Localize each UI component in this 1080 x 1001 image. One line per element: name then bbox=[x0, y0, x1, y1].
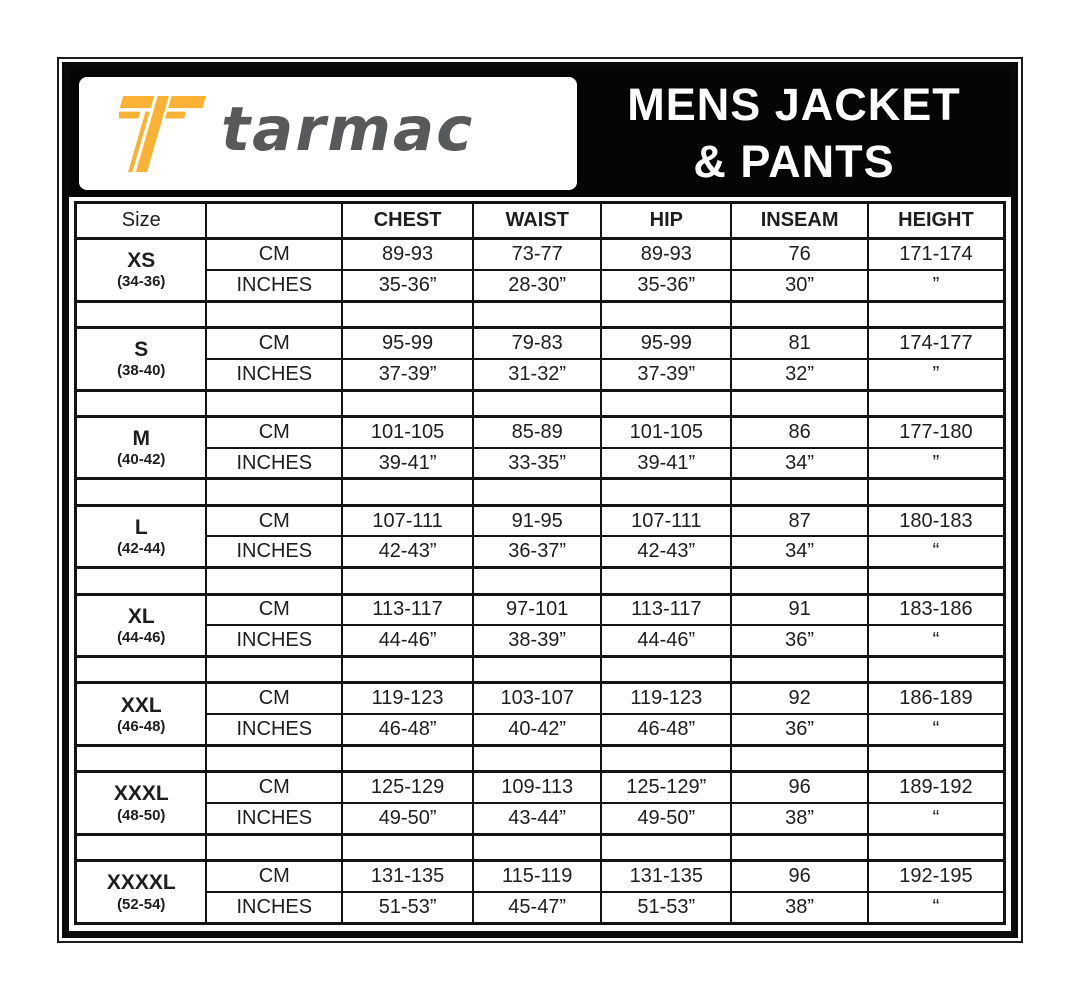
value-cell: 76 bbox=[731, 239, 868, 270]
value-cell: 171-174 bbox=[868, 239, 1005, 270]
spacer-row bbox=[76, 301, 1005, 327]
header bbox=[69, 69, 1011, 197]
spacer-cell bbox=[473, 390, 601, 416]
column-header-unit bbox=[206, 203, 342, 239]
spacer-row bbox=[76, 746, 1005, 772]
spacer-cell bbox=[601, 479, 731, 505]
size-label: XXXXL bbox=[106, 871, 176, 895]
spacer-cell bbox=[731, 834, 868, 860]
unit-cell-inches: INCHES bbox=[206, 270, 342, 301]
brand-wordmark: tarmac bbox=[221, 94, 475, 165]
value-cell: 35-36” bbox=[601, 270, 731, 301]
spacer-cell bbox=[601, 657, 731, 683]
value-cell: 32” bbox=[731, 359, 868, 390]
unit-cell-cm: CM bbox=[206, 327, 342, 358]
column-header-size: Size bbox=[76, 203, 207, 239]
value-cell: 89-93 bbox=[342, 239, 473, 270]
cm-row bbox=[76, 861, 1005, 892]
spacer-cell bbox=[731, 390, 868, 416]
value-cell: 43-44” bbox=[473, 803, 601, 834]
spacer-cell bbox=[206, 390, 342, 416]
spacer-cell bbox=[473, 746, 601, 772]
outer-frame bbox=[57, 57, 1023, 943]
value-cell: 186-189 bbox=[868, 683, 1005, 714]
spacer-cell bbox=[206, 479, 342, 505]
value-cell: 91-95 bbox=[473, 505, 601, 536]
value-cell: 30” bbox=[731, 270, 868, 301]
spacer-cell bbox=[601, 301, 731, 327]
value-cell: 174-177 bbox=[868, 327, 1005, 358]
size-range: (44-46) bbox=[117, 628, 166, 646]
inches-row bbox=[76, 536, 1005, 567]
spacer-cell bbox=[206, 746, 342, 772]
value-cell: ” bbox=[868, 359, 1005, 390]
value-cell: 79-83 bbox=[473, 327, 601, 358]
value-cell: 107-111 bbox=[601, 505, 731, 536]
inches-row bbox=[76, 448, 1005, 479]
column-header-waist: WAIST bbox=[473, 203, 601, 239]
spacer-cell bbox=[342, 301, 473, 327]
value-cell: 49-50” bbox=[601, 803, 731, 834]
size-label: S bbox=[134, 338, 149, 361]
value-cell: 119-123 bbox=[601, 683, 731, 714]
value-cell: “ bbox=[868, 536, 1005, 567]
unit-cell-inches: INCHES bbox=[206, 448, 342, 479]
inner-frame bbox=[62, 62, 1018, 938]
value-cell: 92 bbox=[731, 683, 868, 714]
value-cell: 91 bbox=[731, 594, 868, 625]
spacer-cell bbox=[342, 657, 473, 683]
value-cell: ” bbox=[868, 448, 1005, 479]
value-cell: “ bbox=[868, 803, 1005, 834]
value-cell: 131-135 bbox=[601, 861, 731, 892]
cm-row bbox=[76, 683, 1005, 714]
spacer-cell bbox=[601, 746, 731, 772]
value-cell: 51-53” bbox=[342, 892, 473, 923]
value-cell: 31-32” bbox=[473, 359, 601, 390]
unit-cell-inches: INCHES bbox=[206, 359, 342, 390]
value-cell: 87 bbox=[731, 505, 868, 536]
spacer-cell bbox=[868, 657, 1005, 683]
unit-cell-cm: CM bbox=[206, 416, 342, 447]
chart-title-line2: & PANTS bbox=[693, 136, 895, 187]
spacer-cell bbox=[76, 657, 207, 683]
value-cell: 103-107 bbox=[473, 683, 601, 714]
value-cell: 45-47” bbox=[473, 892, 601, 923]
spacer-cell bbox=[868, 301, 1005, 327]
size-cell bbox=[76, 239, 207, 302]
spacer-cell bbox=[473, 568, 601, 594]
spacer-cell bbox=[76, 568, 207, 594]
value-cell: 85-89 bbox=[473, 416, 601, 447]
value-cell: 96 bbox=[731, 861, 868, 892]
unit-cell-inches: INCHES bbox=[206, 714, 342, 745]
unit-cell-cm: CM bbox=[206, 505, 342, 536]
size-range: (38-40) bbox=[117, 362, 166, 380]
size-range: (52-54) bbox=[117, 895, 166, 913]
spacer-cell bbox=[868, 479, 1005, 505]
value-cell: “ bbox=[868, 714, 1005, 745]
spacer-cell bbox=[601, 568, 731, 594]
size-table bbox=[74, 201, 1006, 925]
value-cell: 38-39” bbox=[473, 625, 601, 656]
value-cell: 81 bbox=[731, 327, 868, 358]
value-cell: 101-105 bbox=[342, 416, 473, 447]
value-cell: 33-35” bbox=[473, 448, 601, 479]
spacer-cell bbox=[868, 746, 1005, 772]
tarmac-t-icon bbox=[119, 92, 207, 176]
cm-row bbox=[76, 416, 1005, 447]
value-cell: 125-129” bbox=[601, 772, 731, 803]
brand-logo bbox=[79, 77, 577, 190]
value-cell: 46-48” bbox=[342, 714, 473, 745]
value-cell: “ bbox=[868, 625, 1005, 656]
size-range: (46-48) bbox=[117, 717, 166, 735]
value-cell: 180-183 bbox=[868, 505, 1005, 536]
unit-cell-inches: INCHES bbox=[206, 536, 342, 567]
chart-title bbox=[577, 69, 1011, 197]
column-header-hip: HIP bbox=[601, 203, 731, 239]
unit-cell-cm: CM bbox=[206, 772, 342, 803]
spacer-row bbox=[76, 479, 1005, 505]
cm-row bbox=[76, 772, 1005, 803]
inches-row bbox=[76, 803, 1005, 834]
value-cell: 131-135 bbox=[342, 861, 473, 892]
value-cell: 95-99 bbox=[342, 327, 473, 358]
cm-row bbox=[76, 239, 1005, 270]
size-range: (42-44) bbox=[117, 539, 166, 557]
value-cell: 192-195 bbox=[868, 861, 1005, 892]
spacer-cell bbox=[473, 479, 601, 505]
spacer-cell bbox=[868, 834, 1005, 860]
spacer-cell bbox=[731, 301, 868, 327]
value-cell: 42-43” bbox=[601, 536, 731, 567]
spacer-row bbox=[76, 657, 1005, 683]
value-cell: “ bbox=[868, 892, 1005, 923]
size-cell bbox=[76, 416, 207, 479]
unit-cell-inches: INCHES bbox=[206, 625, 342, 656]
value-cell: 119-123 bbox=[342, 683, 473, 714]
spacer-cell bbox=[601, 390, 731, 416]
unit-cell-cm: CM bbox=[206, 683, 342, 714]
spacer-cell bbox=[206, 657, 342, 683]
value-cell: 36” bbox=[731, 625, 868, 656]
size-cell bbox=[76, 683, 207, 746]
size-label: XL bbox=[127, 604, 155, 628]
value-cell: 39-41” bbox=[342, 448, 473, 479]
size-cell bbox=[76, 594, 207, 657]
value-cell: 38” bbox=[731, 892, 868, 923]
value-cell: 101-105 bbox=[601, 416, 731, 447]
size-cell bbox=[76, 327, 207, 390]
spacer-row bbox=[76, 390, 1005, 416]
spacer-cell bbox=[731, 657, 868, 683]
cm-row bbox=[76, 594, 1005, 625]
value-cell: 39-41” bbox=[601, 448, 731, 479]
value-cell: 97-101 bbox=[473, 594, 601, 625]
value-cell: 109-113 bbox=[473, 772, 601, 803]
size-range: (48-50) bbox=[117, 806, 166, 824]
value-cell: 37-39” bbox=[601, 359, 731, 390]
column-header-height: HEIGHT bbox=[868, 203, 1005, 239]
chart-title-line1: MENS JACKET bbox=[627, 78, 961, 130]
value-cell: 189-192 bbox=[868, 772, 1005, 803]
value-cell: 38” bbox=[731, 803, 868, 834]
size-label: XS bbox=[127, 249, 156, 273]
value-cell: 49-50” bbox=[342, 803, 473, 834]
spacer-cell bbox=[206, 568, 342, 594]
spacer-cell bbox=[206, 301, 342, 327]
value-cell: 44-46” bbox=[601, 625, 731, 656]
size-range: (34-36) bbox=[117, 273, 166, 291]
spacer-cell bbox=[76, 746, 207, 772]
value-cell: 42-43” bbox=[342, 536, 473, 567]
value-cell: 95-99 bbox=[601, 327, 731, 358]
size-label: XXL bbox=[120, 693, 162, 717]
value-cell: ” bbox=[868, 270, 1005, 301]
spacer-cell bbox=[473, 301, 601, 327]
spacer-cell bbox=[601, 834, 731, 860]
unit-cell-inches: INCHES bbox=[206, 892, 342, 923]
spacer-cell bbox=[342, 834, 473, 860]
unit-cell-inches: INCHES bbox=[206, 803, 342, 834]
spacer-cell bbox=[473, 657, 601, 683]
spacer-cell bbox=[731, 746, 868, 772]
size-cell bbox=[76, 505, 207, 568]
spacer-cell bbox=[76, 834, 207, 860]
value-cell: 73-77 bbox=[473, 239, 601, 270]
value-cell: 86 bbox=[731, 416, 868, 447]
value-cell: 34” bbox=[731, 448, 868, 479]
spacer-cell bbox=[206, 834, 342, 860]
value-cell: 113-117 bbox=[601, 594, 731, 625]
inches-row bbox=[76, 359, 1005, 390]
value-cell: 35-36” bbox=[342, 270, 473, 301]
value-cell: 177-180 bbox=[868, 416, 1005, 447]
spacer-cell bbox=[731, 479, 868, 505]
unit-cell-cm: CM bbox=[206, 239, 342, 270]
inches-row bbox=[76, 714, 1005, 745]
value-cell: 40-42” bbox=[473, 714, 601, 745]
spacer-cell bbox=[342, 479, 473, 505]
size-range: (40-42) bbox=[117, 451, 166, 469]
value-cell: 115-119 bbox=[473, 861, 601, 892]
spacer-cell bbox=[473, 834, 601, 860]
value-cell: 107-111 bbox=[342, 505, 473, 536]
size-label: L bbox=[134, 515, 148, 539]
table-header-row bbox=[76, 203, 1005, 239]
size-table-container bbox=[69, 197, 1011, 931]
value-cell: 28-30” bbox=[473, 270, 601, 301]
value-cell: 36” bbox=[731, 714, 868, 745]
spacer-cell bbox=[868, 390, 1005, 416]
column-header-chest: CHEST bbox=[342, 203, 473, 239]
size-label: XXXL bbox=[113, 782, 169, 806]
value-cell: 46-48” bbox=[601, 714, 731, 745]
value-cell: 36-37” bbox=[473, 536, 601, 567]
inches-row bbox=[76, 892, 1005, 923]
value-cell: 113-117 bbox=[342, 594, 473, 625]
spacer-cell bbox=[342, 746, 473, 772]
unit-cell-cm: CM bbox=[206, 861, 342, 892]
cm-row bbox=[76, 505, 1005, 536]
size-label: M bbox=[132, 426, 150, 450]
spacer-row bbox=[76, 568, 1005, 594]
value-cell: 183-186 bbox=[868, 594, 1005, 625]
inches-row bbox=[76, 270, 1005, 301]
spacer-cell bbox=[76, 479, 207, 505]
cm-row bbox=[76, 327, 1005, 358]
spacer-cell bbox=[76, 390, 207, 416]
spacer-row bbox=[76, 834, 1005, 860]
spacer-cell bbox=[342, 390, 473, 416]
unit-cell-cm: CM bbox=[206, 594, 342, 625]
spacer-cell bbox=[342, 568, 473, 594]
value-cell: 125-129 bbox=[342, 772, 473, 803]
column-header-inseam: INSEAM bbox=[731, 203, 868, 239]
value-cell: 51-53” bbox=[601, 892, 731, 923]
value-cell: 37-39” bbox=[342, 359, 473, 390]
value-cell: 34” bbox=[731, 536, 868, 567]
spacer-cell bbox=[76, 301, 207, 327]
size-cell bbox=[76, 772, 207, 835]
spacer-cell bbox=[731, 568, 868, 594]
size-cell bbox=[76, 861, 207, 924]
inches-row bbox=[76, 625, 1005, 656]
value-cell: 96 bbox=[731, 772, 868, 803]
spacer-cell bbox=[868, 568, 1005, 594]
value-cell: 89-93 bbox=[601, 239, 731, 270]
value-cell: 44-46” bbox=[342, 625, 473, 656]
